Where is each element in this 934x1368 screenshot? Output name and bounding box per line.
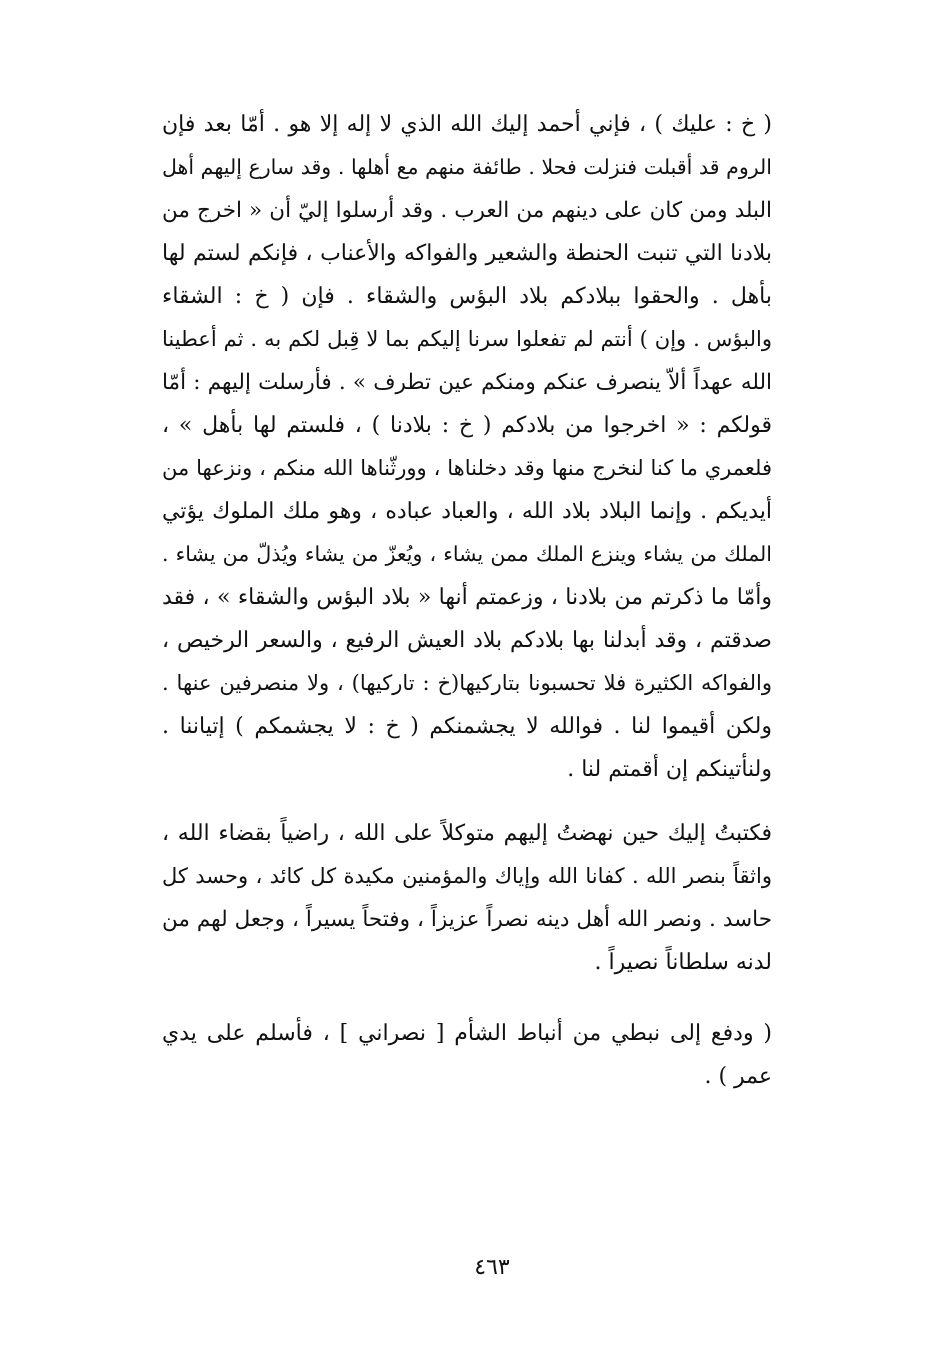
text-line: حاسد . ونصر الله أهل دينه نصراً عزيزاً ، وفتحاً يسيراً ، وجعل لهم من: [162, 907, 772, 932]
text-line: صدقتم ، وقد أبدلنا بها بلادكم بلاد العيش الرفيع ، والسعر الرخيص ،: [162, 628, 772, 653]
text-line: ( ودفع إلى نبطي من أنباط الشأم [ نصراني ] ، فأسلم على يدي: [162, 1021, 772, 1046]
text-line: أيديكم . وإنما البلاد بلاد الله ، والعباد عباده ، وهو ملك الملوك يؤتي: [162, 499, 772, 524]
paragraph-letter: [162, 103, 772, 791]
paragraph-note: [162, 1012, 772, 1098]
text-line: بأهل . والحقوا ببلادكم بلاد البؤس والشقاء . فإن ( خ : الشقاء: [162, 284, 772, 309]
text-line: البلد ومن كان على دينهم من العرب . وقد أرسلوا إليّ أن « اخرج من: [162, 198, 772, 223]
text-line: قولكم : « اخرجوا من بلادكم ( خ : بلادنا ) ، فلستم لها بأهل » ،: [162, 413, 772, 438]
paragraph-reply: [162, 812, 772, 984]
text-line: الملك من يشاء وينزع الملك ممن يشاء ، ويُعزّ من يشاء ويُذلّ من يشاء .: [162, 542, 772, 566]
text-line: الله عهداً ألاّ ينصرف عنكم ومنكم عين تطرف » . فأرسلت إليهم : أمّا: [162, 370, 772, 395]
text-line: والفواكه الكثيرة فلا تحسبونا بتاركيها(خ : تاركيها) ، ولا منصرفين عنها .: [162, 671, 772, 695]
text-line: فلعمري ما كنا لنخرج منها وقد دخلناها ، وورثّناها الله منكم ، ونزعها من: [162, 456, 772, 480]
text-line: فكتبتُ إليك حين نهضتُ إليهم متوكلاً على الله ، راضياً بقضاء الله ،: [162, 821, 772, 846]
text-line: وأمّا ما ذكرتم من بلادنا ، وزعمتم أنها « بلاد البؤس والشقاء » ، فقد: [162, 585, 772, 610]
text-line: الروم قد أقبلت فنزلت فحلا . طائفة منهم مع أهلها . وقد سارع إليهم أهل: [162, 155, 772, 179]
text-line: والبؤس . وإن ) أنتم لم تفعلوا سرنا إليكم بما لا قِبل لكم به . ثم أعطينا: [162, 327, 772, 351]
text-line: ولكن أقيموا لنا . فوالله لا يجشمنكم ( خ : لا يجشمكم ) إتياننا .: [162, 714, 772, 739]
text-line: ( خ : عليك ) ، فإني أحمد إليك الله الذي لا إله إلا هو . أمّا بعد فإن: [162, 112, 772, 137]
text-line: بلادنا التي تنبت الحنطة والشعير والفواكه والأعناب ، فإنكم لستم لها: [162, 241, 772, 266]
text-line: واثقاً بنصر الله . كفانا الله وإياك والمؤمنين مكيدة كل كائد ، وحسد كل: [162, 864, 772, 888]
text-line: لدنه سلطاناً نصيراً .: [594, 950, 772, 975]
text-line: عمر ) .: [704, 1064, 772, 1089]
text-line: ولنأتينكم إن أقمتم لنا .: [567, 757, 772, 782]
page-number: ٤٦٣: [474, 1255, 510, 1280]
